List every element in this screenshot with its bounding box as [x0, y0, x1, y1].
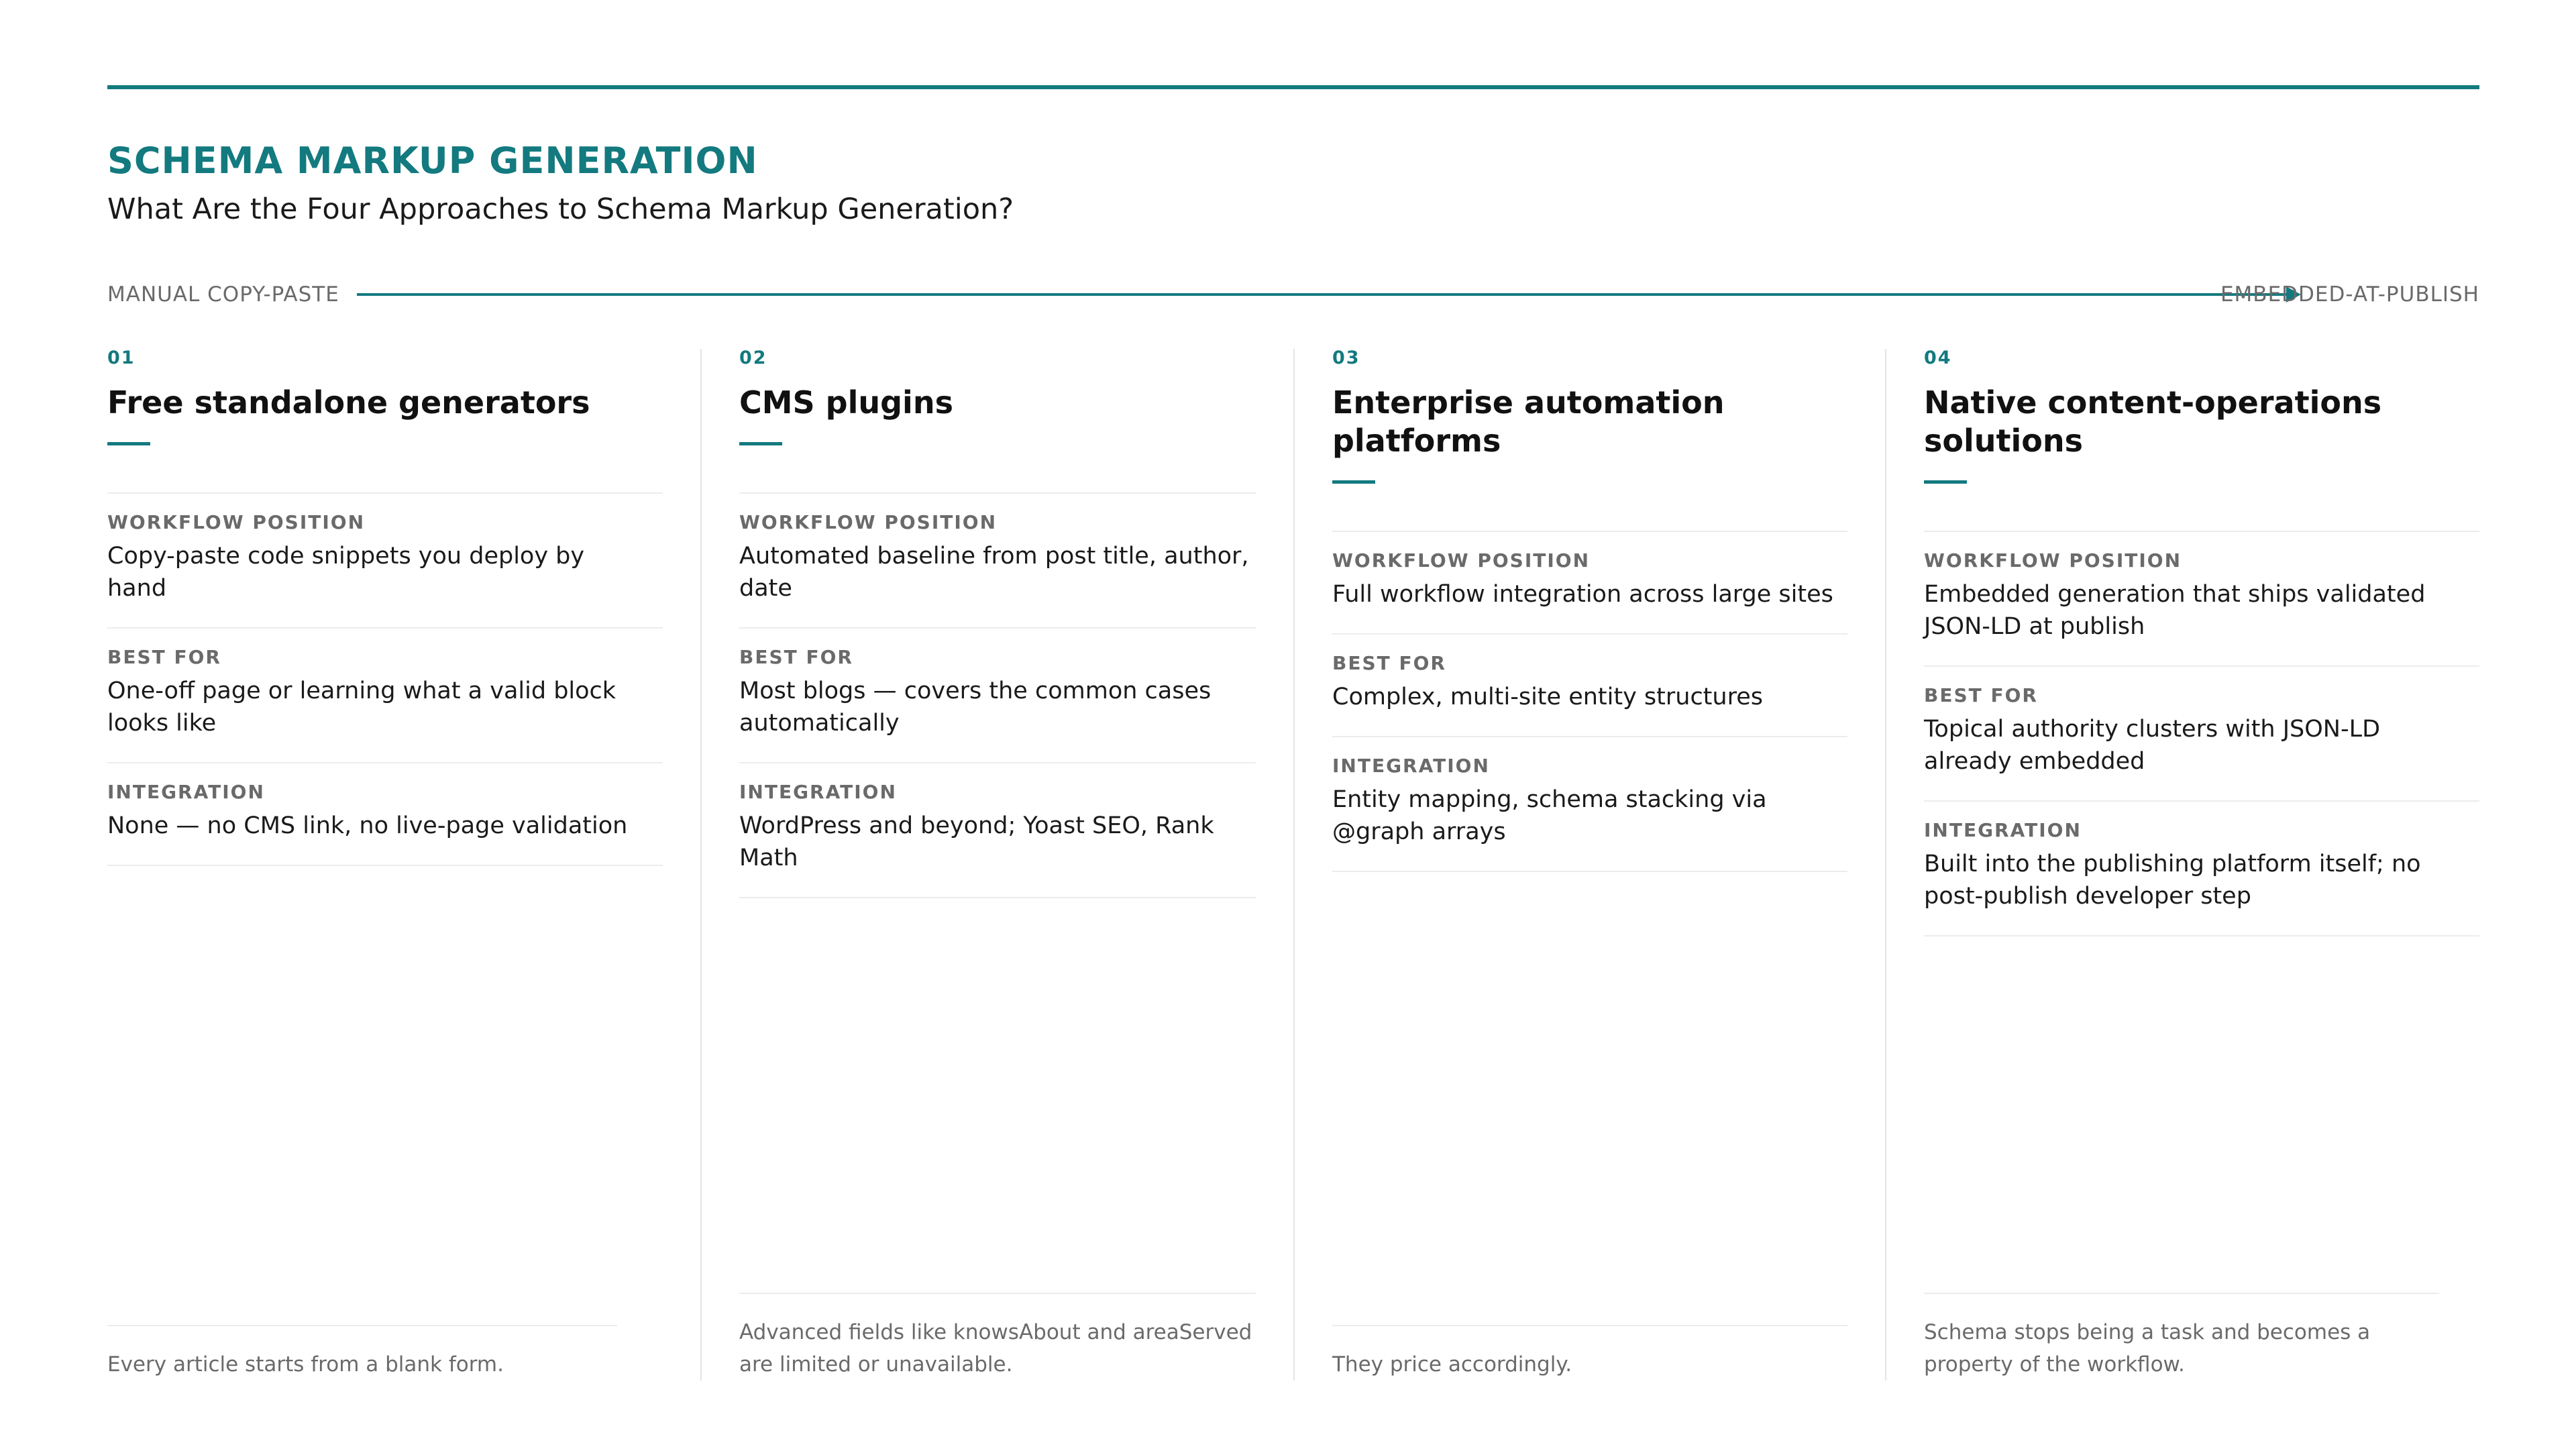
approach-title: Enterprise automation platforms — [1332, 384, 1725, 459]
attribute-label: INTEGRATION — [1924, 819, 2082, 841]
attribute-row — [1924, 667, 2479, 802]
approach-number: 04 — [1924, 347, 1952, 368]
attribute-value: Full workflow integration across large sites — [1332, 581, 1833, 608]
attribute-row — [739, 629, 1256, 763]
attribute-label: WORKFLOW POSITION — [107, 511, 366, 533]
approach-title: Free standalone generators — [107, 384, 590, 421]
approach-footnote: Schema stops being a task and becomes a property of the workflow. — [1924, 1293, 2439, 1381]
attribute-value: None — no CMS link, no live-page validation — [107, 812, 628, 839]
attribute-label: BEST FOR — [739, 646, 853, 668]
approach-attributes — [1924, 531, 2479, 936]
approach-title: Native content-operations solutions — [1924, 384, 2382, 459]
spectrum-end-label: EMBEDDED-AT-PUBLISH — [2220, 282, 2479, 307]
column-divider — [1293, 349, 1295, 1381]
attribute-value: Most blogs — covers the common cases automatically — [739, 678, 1212, 737]
approach-attributes — [1332, 531, 1847, 872]
attribute-label: BEST FOR — [1924, 684, 2038, 706]
attribute-value: WordPress and beyond; Yoast SEO, Rank Math — [739, 812, 1214, 871]
attribute-row — [1924, 802, 2479, 936]
top-accent-rule — [107, 85, 2479, 89]
attribute-value: Entity mapping, schema stacking via @graph arrays — [1332, 786, 1767, 845]
attribute-value: One-off page or learning what a valid block looks like — [107, 678, 616, 737]
approach-attributes — [107, 492, 663, 866]
attribute-value: Built into the publishing platform itself; no post-publish developer step — [1924, 851, 2421, 910]
attribute-row — [1332, 532, 1847, 635]
approach-column-2 — [739, 347, 1256, 1381]
approach-footnote: Every article starts from a blank form. — [107, 1325, 617, 1381]
attribute-row — [107, 763, 663, 866]
column-divider — [1885, 349, 1886, 1381]
attribute-label: BEST FOR — [1332, 652, 1446, 674]
title-accent-rule — [739, 442, 782, 445]
attribute-label: WORKFLOW POSITION — [1924, 549, 2182, 572]
attribute-value: Copy-paste code snippets you deploy by hand — [107, 543, 585, 602]
spectrum-axis — [107, 278, 2479, 311]
approach-footnote: Advanced fields like knowsAbout and areaServed are limited or unavailable. — [739, 1293, 1256, 1381]
approach-number: 02 — [739, 347, 767, 368]
spectrum-start-label: MANUAL COPY-PASTE — [107, 282, 339, 307]
attribute-value: Complex, multi-site entity structures — [1332, 684, 1763, 710]
approach-title: CMS plugins — [739, 384, 953, 421]
approach-number: 03 — [1332, 347, 1360, 368]
approach-column-3 — [1332, 347, 1847, 1381]
attribute-value: Topical authority clusters with JSON-LD already embedded — [1924, 716, 2381, 775]
attribute-row — [107, 494, 663, 629]
approach-number: 01 — [107, 347, 136, 368]
title-accent-rule — [107, 442, 150, 445]
approach-footnote: They price accordingly. — [1332, 1325, 1847, 1381]
attribute-label: INTEGRATION — [107, 781, 265, 803]
approach-attributes — [739, 492, 1256, 898]
approach-column-4 — [1924, 347, 2479, 1381]
attribute-row — [1332, 737, 1847, 872]
attribute-label: INTEGRATION — [1332, 755, 1490, 777]
title-accent-rule — [1924, 480, 1967, 484]
attribute-row — [739, 763, 1256, 898]
attribute-value: Embedded generation that ships validated JSON-LD at publish — [1924, 581, 2426, 640]
approach-column-1 — [107, 347, 663, 1381]
attribute-row — [107, 629, 663, 763]
title-accent-rule — [1332, 480, 1375, 484]
attribute-label: BEST FOR — [107, 646, 221, 668]
attribute-label: INTEGRATION — [739, 781, 897, 803]
column-divider — [700, 349, 702, 1381]
section-eyebrow: SCHEMA MARKUP GENERATION — [107, 140, 758, 182]
spectrum-line — [357, 293, 2289, 296]
attribute-row — [1924, 532, 2479, 667]
attribute-row — [739, 494, 1256, 629]
attribute-label: WORKFLOW POSITION — [739, 511, 998, 533]
page-title: What Are the Four Approaches to Schema Markup Generation? — [107, 193, 1014, 226]
attribute-row — [1332, 635, 1847, 737]
attribute-label: WORKFLOW POSITION — [1332, 549, 1591, 572]
attribute-value: Automated baseline from post title, author, date — [739, 543, 1249, 602]
